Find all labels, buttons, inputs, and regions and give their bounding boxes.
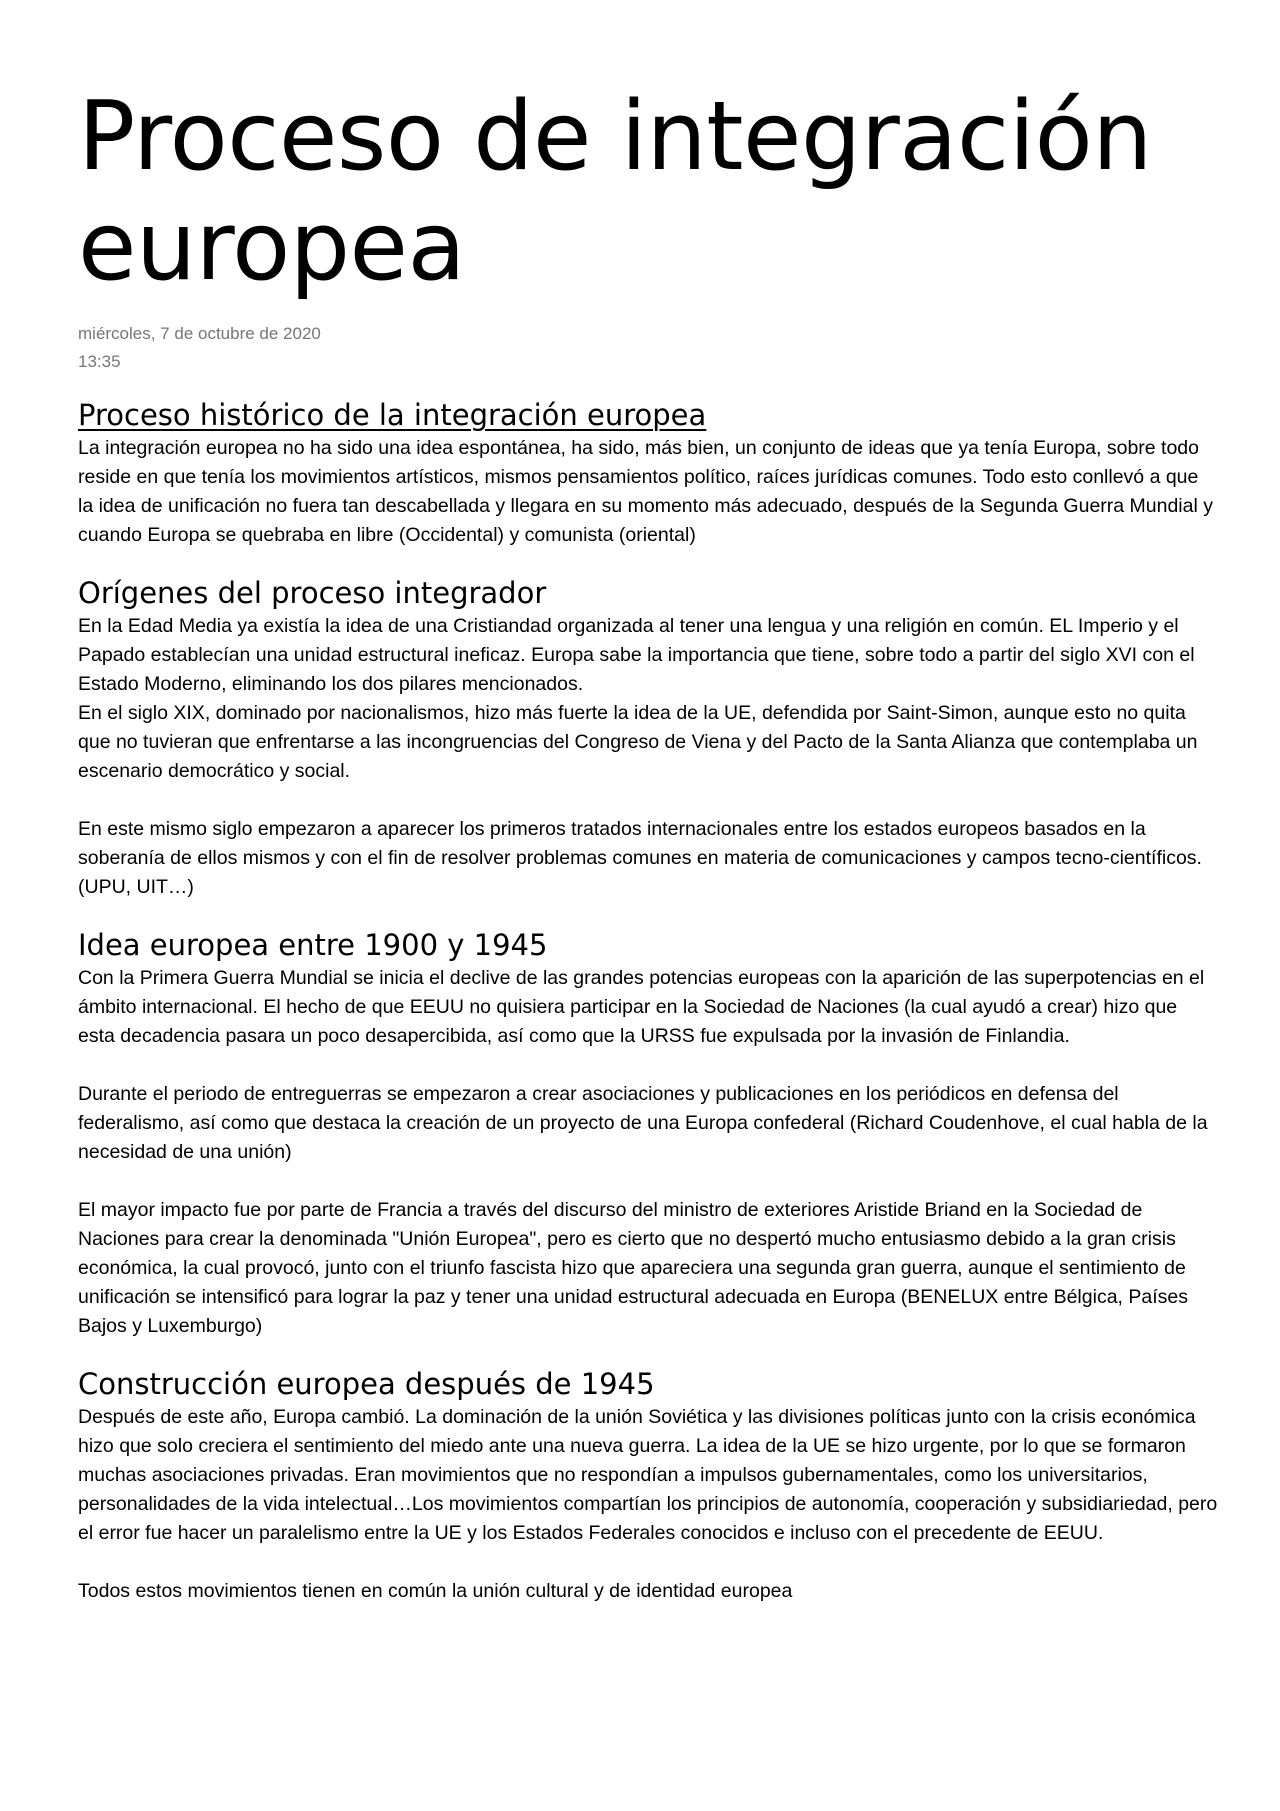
section-proceso-historico (78, 396, 1218, 550)
section-heading: Idea europea entre 1900 y 1945 (78, 928, 548, 962)
paragraph: En este mismo siglo empezaron a aparecer los primeros tratados internacionales entre los estados europeos basados en la soberanía de ellos mismos y con el fin de resolver problemas comunes en materia de comunicaciones y campos tecno-científicos. (UPU, UIT…) (78, 818, 1202, 898)
note-time: 13:35 (78, 352, 121, 371)
paragraph: En el siglo XIX, dominado por nacionalismos, hizo más fuerte la idea de la UE, defendida por Saint-Simon, aunque esto no quita que no tuvieran que enfrentarse a las incongruencias del Congreso de Viena y del Pacto de la Santa Alianza que contemplaba un escenario democrático y social. (78, 702, 1198, 782)
section-idea-europea (78, 926, 1218, 1341)
section-heading: Construcción europea después de 1945 (78, 1367, 655, 1401)
paragraph: En la Edad Media ya existía la idea de una Cristiandad organizada al tener una lengua y una religión en común. EL Imperio y el Papado establecían una unidad estructural ineficaz. Europa sabe la importancia que tiene, sobre todo a partir del siglo XVI con el Estado Moderno, eliminando los dos pilares mencionados. (78, 615, 1195, 695)
paragraph: Con la Primera Guerra Mundial se inicia el declive de las grandes potencias europeas con la aparición de las superpotencias en el ámbito internacional. El hecho de que EEUU no quisiera participar en la Sociedad de Naciones (la cual ayudó a crear) hizo que esta decadencia pasara un poco desapercibida, así como que la URSS fue expulsada por la invasión de Finlandia. (78, 967, 1205, 1047)
document-body (78, 396, 1218, 1606)
note-metadata (78, 320, 321, 376)
paragraph: El mayor impacto fue por parte de Francia a través del discurso del ministro de exteriores Aristide Briand en la Sociedad de Naciones para crear la denominada "Unión Europea", pero es cierto que no despertó mucho entusiasmo debido a la gran crisis económica, la cual provocó, junto con el triunfo fascista hizo que apareciera una segunda gran guerra, aunque el sentimiento de unificación se intensificó para lograr la paz y tener una unidad estructural adecuada en Europa (BENELUX entre Bélgica, Países Bajos y Luxemburgo) (78, 1199, 1188, 1337)
section-construccion (78, 1365, 1218, 1606)
section-heading: Orígenes del proceso integrador (78, 576, 547, 610)
page-title: Proceso de integración europea (78, 82, 1152, 302)
paragraph: Después de este año, Europa cambió. La dominación de la unión Soviética y las divisiones políticas junto con la crisis económica hizo que solo creciera el sentimiento del miedo ante una nueva guerra. La idea de la UE se hizo urgente, por lo que se formaron muchas asociaciones privadas. Eran movimientos que no respondían a impulsos gubernamentales, como los universitarios, personalidades de la vida intelectual…Los movimientos compartían los principios de autonomía, cooperación y subsidiariedad, pero el error fue hacer un paralelismo entre la UE y los Estados Federales conocidos e incluso con el precedente de EEUU. (78, 1406, 1218, 1544)
section-heading (78, 396, 1218, 434)
paragraph: Todos estos movimientos tienen en común la unión cultural y de identidad europea (78, 1580, 793, 1602)
note-date: miércoles, 7 de octubre de 2020 (78, 324, 321, 343)
paragraph: Durante el periodo de entreguerras se empezaron a crear asociaciones y publicaciones en los periódicos en defensa del federalismo, así como que destaca la creación de un proyecto de una Europa confederal (Richard Coudenhove, el cual habla de la necesidad de una unión) (78, 1083, 1208, 1163)
paragraph: La integración europea no ha sido una idea espontánea, ha sido, más bien, un conjunto de ideas que ya tenía Europa, sobre todo reside en que tenía los movimientos artísticos, mismos pensamientos político, raíces jurídicas comunes. Todo esto conllevó a que la idea de unificación no fuera tan descabellada y llegara en su momento más adecuado, después de la Segunda Guerra Mundial y cuando Europa se quebraba en libre (Occidental) y comunista (oriental) (78, 437, 1213, 546)
section-heading-text: Proceso histórico de la integración europea (78, 398, 707, 432)
section-origenes (78, 574, 1218, 902)
